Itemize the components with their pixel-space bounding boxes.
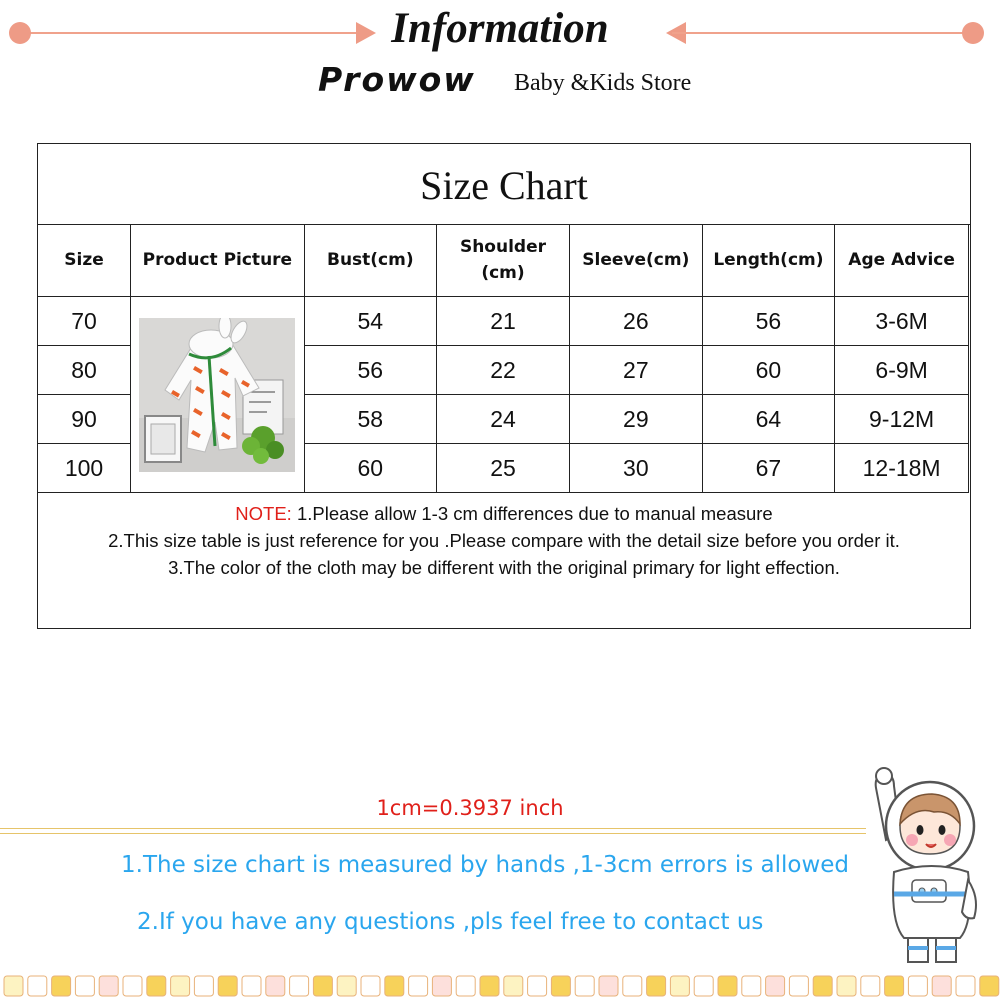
cell-shoulder: 25 <box>436 444 569 493</box>
border-square <box>885 976 904 996</box>
border-square <box>313 976 332 996</box>
border-square <box>766 976 785 996</box>
border-square <box>742 976 761 996</box>
border-square <box>99 976 118 996</box>
store-name: Baby &Kids Store <box>514 70 692 96</box>
border-square <box>504 976 523 996</box>
border-square <box>908 976 927 996</box>
border-square <box>242 976 261 996</box>
divider-line <box>0 833 866 834</box>
border-square <box>337 976 356 996</box>
border-square <box>4 976 23 996</box>
border-square <box>290 976 309 996</box>
border-square <box>837 976 856 996</box>
border-square <box>361 976 380 996</box>
border-square <box>718 976 737 996</box>
border-square <box>813 976 832 996</box>
note-line-2: 2.This size table is just reference for you .Please compare with the detail size before you order it. <box>108 530 900 551</box>
brand-name: Prowow <box>318 60 476 99</box>
border-square <box>28 976 47 996</box>
note-text-1: 1.Please allow 1-3 cm differences due to manual measure <box>296 503 773 524</box>
border-square <box>432 976 451 996</box>
column-header-shoulder: Shoulder (cm) <box>436 225 569 297</box>
border-square <box>670 976 689 996</box>
table-header-row <box>38 225 969 297</box>
border-square <box>409 976 428 996</box>
border-square <box>123 976 142 996</box>
border-square <box>52 976 71 996</box>
cell-bust: 58 <box>304 395 436 444</box>
size-table <box>37 224 969 493</box>
border-square <box>75 976 94 996</box>
cell-age: 6-9M <box>835 346 969 395</box>
product-picture-cell <box>131 297 305 493</box>
border-square <box>861 976 880 996</box>
cell-size: 90 <box>38 395 131 444</box>
header-line-right <box>672 32 977 34</box>
decorative-border <box>0 972 1000 1000</box>
column-header-size: Size <box>38 225 131 297</box>
notes-block <box>38 500 970 581</box>
cell-size: 80 <box>38 346 131 395</box>
cell-age: 12-18M <box>835 444 969 493</box>
cell-age: 9-12M <box>835 395 969 444</box>
size-chart-title: Size Chart <box>38 144 970 225</box>
cell-size: 70 <box>38 297 131 346</box>
note-label: NOTE: <box>235 503 292 524</box>
border-square <box>528 976 547 996</box>
divider-line <box>0 828 866 829</box>
border-square <box>480 976 499 996</box>
border-square <box>147 976 166 996</box>
cell-sleeve: 26 <box>570 297 703 346</box>
column-header-length: Length(cm) <box>702 225 835 297</box>
page-title: Information <box>391 5 609 52</box>
note-line-3: 3.The color of the cloth may be different with the original primary for light effection. <box>168 557 840 578</box>
border-square <box>266 976 285 996</box>
cell-sleeve: 30 <box>570 444 703 493</box>
border-square <box>194 976 213 996</box>
border-square <box>551 976 570 996</box>
column-header-bust: Bust(cm) <box>304 225 436 297</box>
astronaut-icon <box>862 762 982 972</box>
cell-length: 64 <box>702 395 835 444</box>
border-square <box>218 976 237 996</box>
border-square <box>385 976 404 996</box>
border-square <box>932 976 951 996</box>
measurement-note: 1.The size chart is measured by hands ,1-3cm errors is allowed <box>121 852 850 878</box>
cell-size: 100 <box>38 444 131 493</box>
product-romper-image <box>139 318 295 472</box>
border-square <box>789 976 808 996</box>
border-square <box>575 976 594 996</box>
cell-sleeve: 29 <box>570 395 703 444</box>
size-chart <box>37 143 971 629</box>
column-header-age-advice: Age Advice <box>835 225 969 297</box>
note-line-1 <box>38 500 970 527</box>
cell-shoulder: 22 <box>436 346 569 395</box>
border-square <box>980 976 999 996</box>
border-square <box>171 976 190 996</box>
unit-conversion: 1cm=0.3937 inch <box>376 796 564 820</box>
cell-length: 67 <box>702 444 835 493</box>
cell-bust: 60 <box>304 444 436 493</box>
border-square <box>694 976 713 996</box>
cell-length: 60 <box>702 346 835 395</box>
border-square <box>599 976 618 996</box>
cell-bust: 56 <box>304 346 436 395</box>
column-header-product-picture: Product Picture <box>131 225 305 297</box>
border-square <box>456 976 475 996</box>
cell-shoulder: 21 <box>436 297 569 346</box>
cell-sleeve: 27 <box>570 346 703 395</box>
contact-note: 2.If you have any questions ,pls feel free to contact us <box>137 909 764 935</box>
table-row <box>38 297 969 346</box>
border-square <box>956 976 975 996</box>
border-square <box>647 976 666 996</box>
border-square <box>623 976 642 996</box>
header-dot-right <box>962 22 984 44</box>
cell-shoulder: 24 <box>436 395 569 444</box>
cell-age: 3-6M <box>835 297 969 346</box>
cell-bust: 54 <box>304 297 436 346</box>
cell-length: 56 <box>702 297 835 346</box>
column-header-sleeve: Sleeve(cm) <box>570 225 703 297</box>
